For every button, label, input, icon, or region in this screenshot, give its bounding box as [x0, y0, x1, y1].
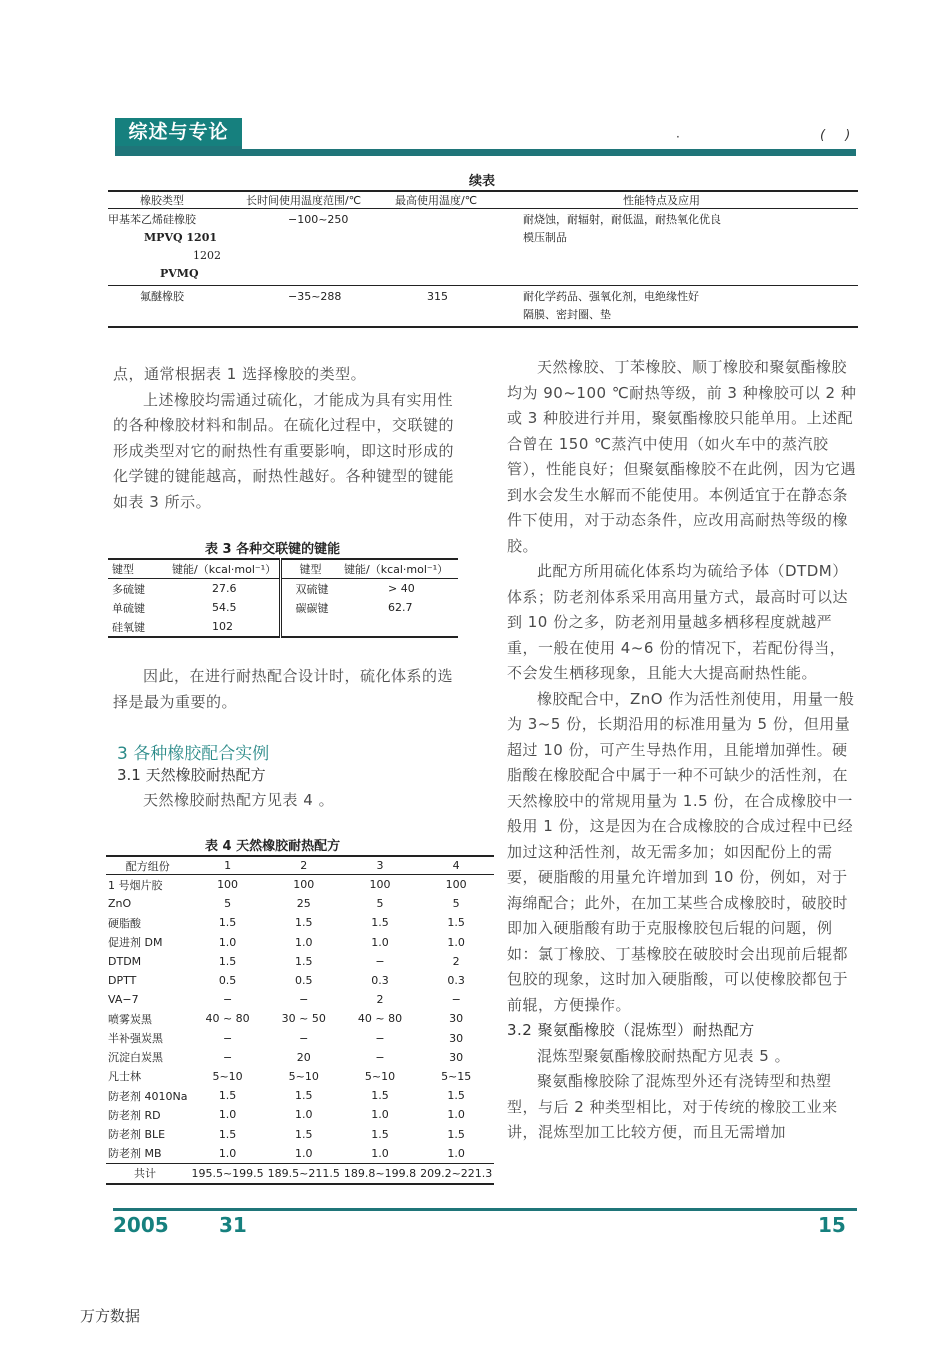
ingredient-amount: 1.5	[371, 1089, 389, 1103]
bond-type: 硅氧键	[108, 617, 168, 637]
rubber-type: 氟醚橡胶	[108, 286, 236, 328]
ingredient-amount: 40 ~ 80	[205, 1012, 250, 1026]
ingredient-amount: 5	[376, 897, 384, 911]
application: 耐化学药品、强氧化剂，电绝缘性好	[523, 290, 699, 303]
section-title: 综述与专论	[115, 118, 242, 146]
table-row	[106, 990, 494, 1009]
table-row	[106, 952, 494, 971]
right-column	[507, 355, 857, 1146]
ingredient-amount: 5~10	[212, 1069, 243, 1083]
ingredient-amount: 1.5	[371, 916, 389, 930]
table-row	[106, 1124, 494, 1143]
column-header: 键能/（kcal·mol⁻¹）	[340, 559, 458, 579]
ingredient-amount: 0.3	[447, 974, 465, 988]
ingredient-amount: 1.5	[218, 954, 237, 968]
ingredient-amount: 1.0	[447, 1108, 465, 1122]
ingredient-amount: 100	[369, 878, 391, 892]
bond-energy: > 40	[388, 582, 415, 595]
temp-range: −100~250	[288, 213, 349, 226]
table-row	[106, 1067, 494, 1086]
table-row	[106, 913, 494, 932]
ingredient-amount: 20	[296, 1050, 311, 1064]
bond-type: 多硫键	[112, 582, 145, 596]
left-column-top	[113, 362, 463, 515]
table-header-row	[106, 856, 494, 875]
ingredient-name: 硬脂酸	[108, 916, 141, 930]
ingredient-amount: 189.5~211.5	[266, 1163, 342, 1184]
ingredient-amount: −	[222, 1031, 233, 1045]
ingredient-amount: −	[299, 993, 309, 1007]
ingredient-amount: 5~15	[441, 1069, 472, 1083]
ingredient-amount: 1.5	[218, 916, 237, 930]
max-temp: 315	[391, 286, 508, 328]
column-header: 键型	[280, 559, 340, 579]
ingredient-amount: 0.5	[295, 974, 313, 988]
ingredient-name: 防老剂 BLE	[108, 1128, 166, 1142]
ingredient-amount: 1.0	[295, 1108, 313, 1122]
ingredient-name: ZnO	[108, 897, 132, 911]
footer-issue: 31	[219, 1213, 247, 1237]
ingredient-amount: −	[451, 993, 461, 1007]
left-column-mid	[113, 664, 463, 715]
table-row	[108, 579, 458, 599]
temp-range: −35~288	[236, 286, 391, 328]
application: 隔膜、密封圈、垫	[523, 308, 611, 321]
ingredient-amount: 5~10	[288, 1069, 319, 1083]
paragraph: 橡胶配合中，ZnO 作为活性剂使用，用量一般为 3~5 份，长期沿用的标准用量为 5 份，但用量超过 10 份，可产生导热作用，且能增加弹性。硬脂酸在橡胶配合中属于一种不可缺少的活性剂，在天然橡胶中的常规用量为 1.5 份，在合成橡胶中一般用 1 份，这是因为在合成橡胶的合成过程中已经加过这种活性剂，故无需多加；如因配份上的需要，硬脂酸的用量允许增加到 10 份，例如，对于海绵配合；此外，在加工某些合成橡胶时，破胶时即加入硬脂酸有助于克服橡胶包后辊的问题，例如：氯丁橡胶、丁基橡胶在破胶时会出现前后辊都包胶的现象，这时加入硬脂酸，可以使橡胶都包于前辊，方便操作。	[507, 689, 855, 1014]
watermark-text: 万方数据	[80, 1307, 141, 1325]
ingredient-amount: 30	[449, 1012, 464, 1026]
ingredient-amount: 5	[452, 897, 460, 911]
ingredient-amount: 195.5~199.5	[189, 1163, 265, 1184]
table-row	[106, 1144, 494, 1164]
rubber-subtype: MPVQ 1201	[144, 231, 218, 244]
ingredient-amount: 0.3	[371, 974, 389, 988]
ingredient-amount: −	[222, 993, 233, 1007]
ingredient-amount: −	[375, 1031, 385, 1045]
table-row	[106, 1105, 494, 1124]
ingredient-amount: 100	[217, 878, 239, 892]
ingredient-amount: 1.5	[447, 916, 465, 930]
page-number: 15	[818, 1213, 846, 1237]
bond-type: 双硫键	[280, 579, 340, 599]
column-header: 1	[189, 856, 265, 875]
table4-body	[106, 875, 494, 1185]
bond-energy	[340, 617, 458, 637]
column-header: 长时间使用温度范围/℃	[236, 191, 391, 209]
ingredient-name: 促进剂 DM	[108, 936, 163, 950]
header-rule	[242, 149, 856, 156]
table-row	[106, 1086, 494, 1105]
ingredient-amount: 1.0	[295, 1146, 313, 1160]
bond-energy: 62.7	[388, 601, 413, 614]
ingredient-amount: 1.0	[371, 1108, 389, 1122]
ingredient-amount: −	[375, 954, 385, 968]
application: 模压制品	[523, 231, 567, 244]
table-row	[106, 1009, 494, 1028]
table3-caption: 表 3 各种交联键的键能	[205, 542, 341, 557]
bond-energy: 27.6	[212, 582, 237, 595]
ingredient-amount: 25	[296, 897, 311, 911]
column-header: 2	[266, 856, 342, 875]
ingredient-amount: 30 ~ 50	[281, 1012, 326, 1026]
ingredient-amount: −	[375, 1050, 385, 1064]
ingredient-amount: 1.0	[447, 1146, 465, 1160]
max-temp	[391, 209, 508, 286]
table-row	[106, 875, 494, 895]
paragraph: 天然橡胶、丁苯橡胶、顺丁橡胶和聚氨酯橡胶均为 90~100 ℃耐热等级，前 3 种橡胶可以 2 种或 3 种胶进行并用，聚氨酯橡胶只能单用。上述配合曾在 150 ℃蒸汽中使用（如火车中的蒸汽胶管），性能良好；但聚氨酯橡胶不在此例，因为它遇到水会发生水解而不能使用。本例适宜于在静态条件下使用，对于动态条件，应改用高耐热等级的橡胶。	[507, 358, 857, 555]
ingredient-amount: 1.5	[295, 1127, 313, 1141]
ingredient-name: DTDM	[108, 954, 142, 968]
ingredient-amount: 30	[449, 1031, 464, 1045]
column-header: 3	[342, 856, 418, 875]
ingredient-amount: 1.0	[447, 935, 465, 949]
table-row	[106, 894, 494, 913]
ingredient-name: 防老剂 RD	[108, 1108, 161, 1122]
column-header: 橡胶类型	[108, 191, 236, 209]
ingredient-amount: 1.0	[371, 1146, 389, 1160]
table-row	[108, 598, 458, 617]
table-row	[106, 971, 494, 990]
table-row	[108, 209, 858, 286]
ingredient-amount: 0.5	[218, 974, 237, 988]
paragraph: 天然橡胶耐热配方见表 4 。	[143, 791, 335, 809]
ingredient-amount: 1.5	[371, 1127, 389, 1141]
table-row	[106, 1048, 494, 1067]
ingredient-name: 喷雾炭黑	[108, 1012, 152, 1026]
table4	[106, 855, 494, 1185]
ingredient-name: 防老剂 4010Na	[108, 1089, 188, 1103]
application: 耐烧蚀，耐辐射，耐低温，耐热氧化优良	[523, 213, 721, 226]
table-header-row	[108, 559, 458, 579]
column-header: 4	[418, 856, 494, 875]
table-row	[106, 933, 494, 952]
rubber-type: 甲基苯乙烯硅橡胶	[108, 213, 196, 226]
ingredient-amount: 30	[449, 1050, 464, 1064]
ingredient-name: 共计	[106, 1163, 189, 1184]
ingredient-amount: −	[222, 1050, 233, 1064]
ingredient-amount: 5~10	[364, 1069, 396, 1083]
ingredient-name: VA−7	[108, 993, 139, 1007]
table4-caption: 表 4 天然橡胶耐热配方	[205, 839, 341, 854]
ingredient-amount: 40 ~ 80	[357, 1012, 403, 1026]
subsection-heading: 3.2 聚氨酯橡胶（混炼型）耐热配方	[507, 1021, 755, 1039]
column-header: 配方组份	[106, 856, 189, 875]
ingredient-amount: 2	[376, 993, 384, 1007]
ingredient-amount: 189.8~199.8	[342, 1163, 418, 1184]
rubber-subtype: 1202	[193, 249, 221, 262]
ingredient-amount: 1.0	[218, 935, 237, 949]
ingredient-name: 1 号烟片胶	[108, 878, 163, 892]
table3	[108, 558, 458, 638]
ingredient-amount: 1.5	[295, 916, 313, 930]
ingredient-amount: 100	[293, 878, 315, 892]
table-row	[106, 1163, 494, 1184]
header-dot: ·	[676, 130, 680, 144]
column-header: 性能特点及应用	[508, 191, 858, 209]
ingredient-name: 凡士林	[108, 1070, 141, 1084]
bond-type	[280, 617, 340, 637]
table-row	[108, 617, 458, 637]
ingredient-amount: 2	[452, 954, 460, 968]
ingredient-name: DPTT	[108, 974, 137, 988]
ingredient-amount: 1.5	[447, 1127, 465, 1141]
ingredient-amount: 1.0	[371, 935, 389, 949]
ingredient-amount: 1.5	[218, 1089, 237, 1103]
section-heading: 3 各种橡胶配合实例	[117, 744, 270, 764]
column-header: 键能/（kcal·mol⁻¹）	[168, 559, 280, 579]
ingredient-amount: 1.5	[295, 1089, 313, 1103]
ingredient-amount: 1.5	[447, 1089, 465, 1103]
ingredient-amount: 1.5	[295, 954, 313, 968]
ingredient-name: 半补强炭黑	[108, 1032, 163, 1046]
ingredient-amount: 1.5	[218, 1127, 237, 1141]
ingredient-amount: −	[299, 1031, 309, 1045]
ingredient-amount: 1.0	[218, 1146, 237, 1160]
continued-table	[108, 190, 858, 328]
header-paren: ( )	[820, 128, 859, 143]
ingredient-amount: 209.2~221.3	[418, 1163, 494, 1184]
bond-energy: 54.5	[212, 601, 237, 614]
header-rule-left	[115, 146, 242, 156]
table-row	[108, 286, 858, 328]
ingredient-amount: 1.0	[295, 935, 313, 949]
subsection-heading: 3.1 天然橡胶耐热配方	[117, 766, 266, 784]
paragraph: 点，通常根据表 1 选择橡胶的类型。	[113, 365, 367, 383]
left-column-lower	[113, 788, 463, 814]
bond-type: 碳碳键	[280, 598, 340, 617]
bond-energy: 102	[168, 617, 280, 637]
footer-year: 2005	[113, 1213, 169, 1237]
paragraph: 上述橡胶均需通过硫化，才能成为具有实用性的各种橡胶材料和制品。在硫化过程中，交联键的形成类型对它的耐热性有重要影响，即这时形成的化学键的键能越高，耐热性越好。各种键型的键能如表 3 所示。	[113, 390, 455, 511]
continued-table-caption: 续表	[469, 174, 496, 189]
column-header: 键型	[108, 559, 168, 579]
paragraph: 混炼型聚氨酯橡胶耐热配方见表 5 。	[537, 1046, 791, 1065]
rubber-subtype: PVMQ	[160, 267, 199, 280]
ingredient-name: 沉淀白炭黑	[108, 1051, 163, 1065]
footer-rule	[113, 1208, 857, 1211]
ingredient-name: 防老剂 MB	[108, 1147, 162, 1161]
ingredient-amount: 1.0	[218, 1108, 237, 1122]
paragraph: 因此，在进行耐热配合设计时，硫化体系的选择是最为重要的。	[113, 667, 454, 711]
table-header-row	[108, 191, 858, 209]
column-header: 最高使用温度/℃	[391, 191, 508, 209]
table-row	[106, 1029, 494, 1048]
ingredient-amount: 5	[224, 897, 232, 911]
paragraph: 聚氨酯橡胶除了混炼型外还有浇铸型和热塑型，与后 2 种类型相比，对于传统的橡胶工业来讲，混炼型加工比较方便，而且无需增加	[507, 1072, 838, 1141]
ingredient-amount: 100	[445, 878, 467, 892]
paragraph: 此配方所用硫化体系均为硫给予体（DTDM）体系；防老剂体系采用高用量方式，最高时可以达到 10 份之多，防老剂用量越多栖移程度就越严重，一般在使用 4~6 份的情况下，若配份得当，不会发生栖移现象，且能大大提高耐热性能。	[507, 562, 849, 682]
bond-type: 单硫键	[112, 601, 145, 615]
